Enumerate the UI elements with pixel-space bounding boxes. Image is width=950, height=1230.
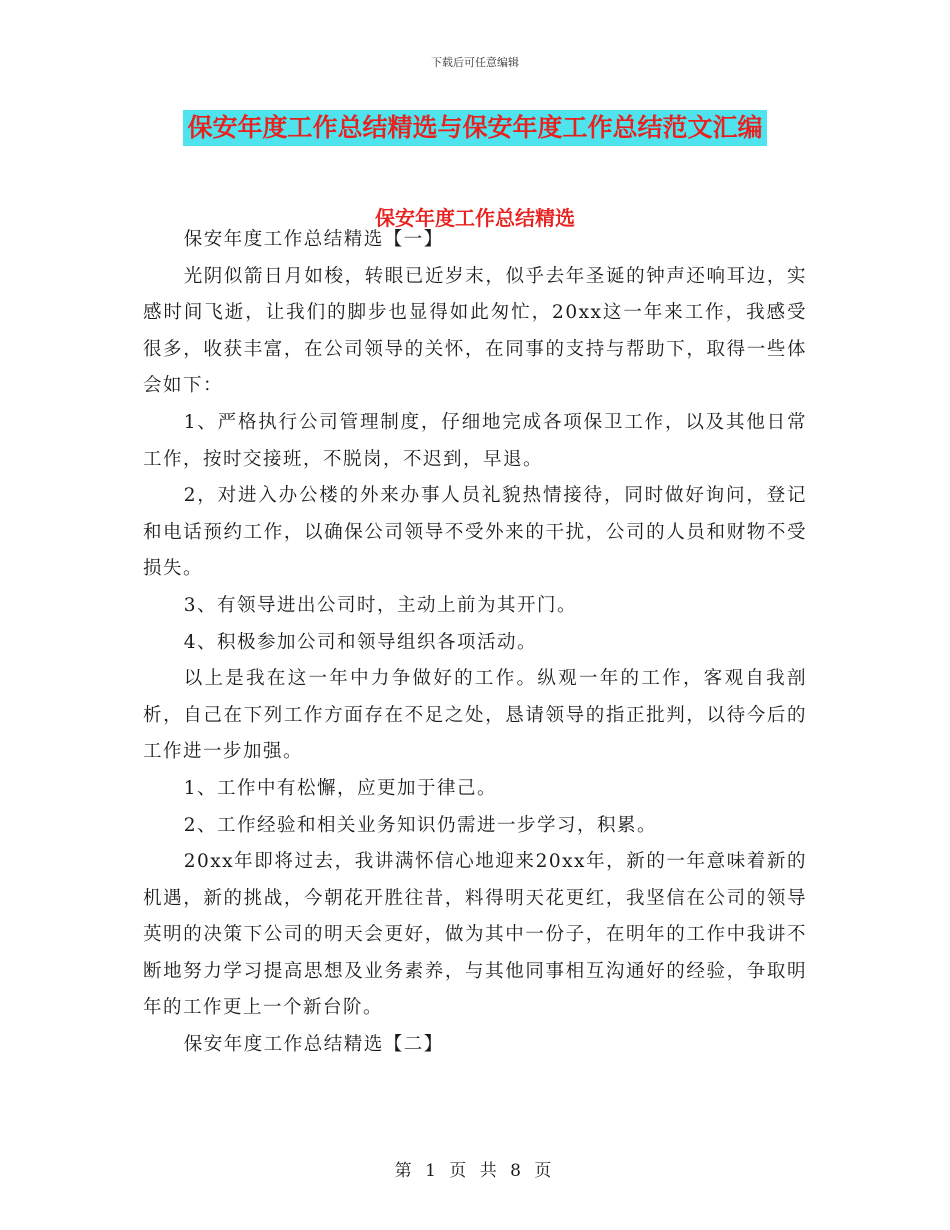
paragraph: 光阴似箭日月如梭，转眼已近岁末，似乎去年圣诞的钟声还响耳边，实感时间飞逝，让我们的脚步也显得如此匆忙，20xx这一年来工作，我感受很多，收获丰富，在公司领导的关怀，在同事的支持与帮助下，取得一些体会如下： <box>143 265 807 397</box>
paragraph: 保安年度工作总结精选【二】 <box>183 1034 444 1056</box>
paragraph: 2、工作经验和相关业务知识仍需进一步学习，积累。 <box>183 814 657 836</box>
section-title: 保安年度工作总结精选 <box>375 206 575 230</box>
main-title-wrap <box>0 110 950 146</box>
page-footer: 第 1 页 共 8 页 <box>394 1161 556 1181</box>
paragraph: 4、积极参加公司和领导组织各项活动。 <box>183 631 537 653</box>
paragraph: 1、严格执行公司管理制度，仔细地完成各项保卫工作，以及其他日常工作，按时交接班，不脱岗，不迟到，早退。 <box>143 411 807 470</box>
paragraph: 20xx年即将过去，我讲满怀信心地迎来20xx年，新的一年意味着新的机遇，新的挑战，今朝花开胜往昔，料得明天花更红，我坚信在公司的领导英明的决策下公司的明天会更好，做为其中一份子，在明年的工作中我讲不断地努力学习提高思想及业务素养，与其他同事相互沟通好的经验，争取明年的工作更上一个新台阶。 <box>143 851 807 1019</box>
paragraph: 1、工作中有松懈，应更加于律己。 <box>183 777 497 799</box>
paragraph: 保安年度工作总结精选【一】 <box>183 229 444 250</box>
paragraph: 以上是我在这一年中力争做好的工作。纵观一年的工作，客观自我剖析，自己在下列工作方面存在不足之处，恳请领导的指正批判，以待今后的工作进一步加强。 <box>143 668 807 763</box>
header-note: 下载后可任意编辑 <box>431 56 519 69</box>
paragraph: 2，对进入办公楼的外来办事人员礼貌热情接待，同时做好询问，登记和电话预约工作，以确保公司领导不受外来的干扰，公司的人员和财物不受损失。 <box>143 485 807 580</box>
document-title: 保安年度工作总结精选与保安年度工作总结范文汇编 <box>183 110 766 146</box>
document-body <box>143 222 807 1064</box>
paragraph: 3、有领导进出公司时，主动上前为其开门。 <box>183 594 577 616</box>
